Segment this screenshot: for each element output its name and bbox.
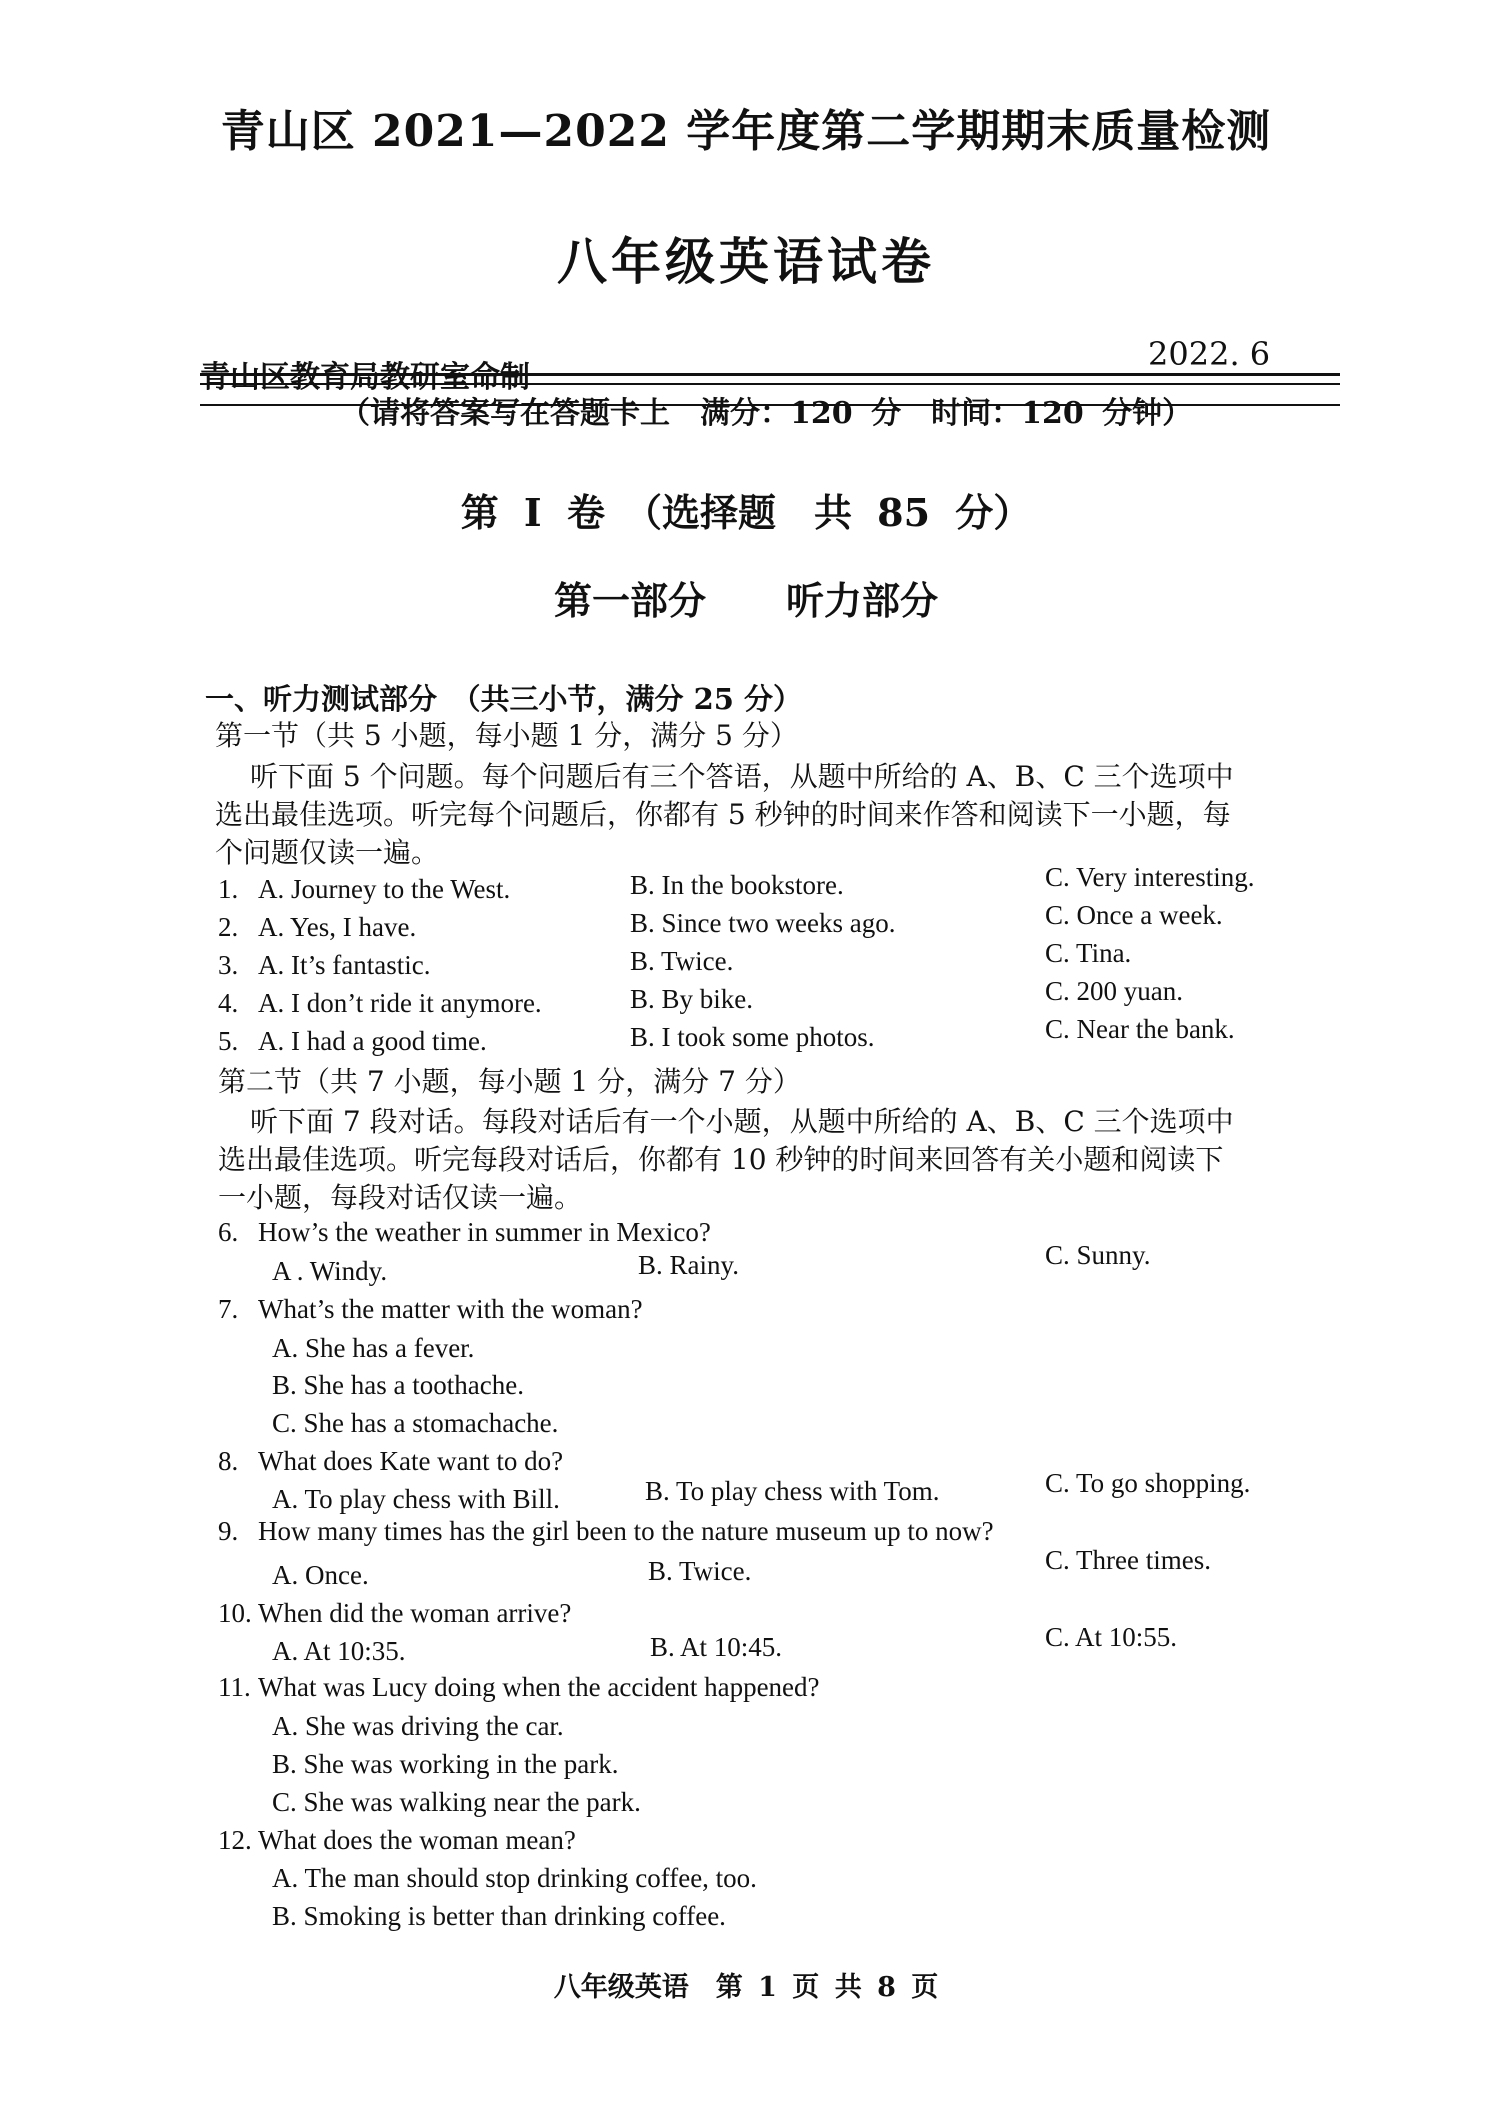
list-item: [218, 1026, 487, 1057]
option-a: A . Windy.: [272, 1256, 388, 1286]
question-text: What does Kate want to do?: [258, 1446, 564, 1476]
section1-title: 第一节（共 5 小题，每小题 1 分，满分 5 分）: [215, 719, 798, 752]
question-text: How’s the weather in summer in Mexico?: [258, 1217, 711, 1247]
exam-title: 青山区 2021—2022 学年度第二学期期末质量检测: [220, 106, 1272, 157]
question-stem: [218, 1446, 563, 1477]
question-stem: [218, 1516, 994, 1547]
option-a: A. She was driving the car.: [272, 1711, 564, 1741]
option-b: B. She was working in the park.: [272, 1749, 619, 1779]
option-b: B. At 10:45.: [650, 1632, 783, 1662]
question-text: What does the woman mean?: [258, 1825, 576, 1855]
option-b: B. Twice.: [630, 946, 734, 976]
author-line: 青山区教育局教研室命制: [200, 360, 530, 395]
section2-instructions: 一小题，每段对话仅读一遍。: [218, 1181, 583, 1214]
question-number: 1.: [218, 874, 239, 904]
question-stem: [218, 1825, 576, 1856]
section1-instructions: 个问题仅读一遍。: [215, 836, 440, 869]
option-c: C. She has a stomachache.: [272, 1408, 559, 1438]
question-stem: [218, 1672, 820, 1703]
list-item: [218, 912, 416, 943]
option-c: C. Sunny.: [1045, 1240, 1151, 1270]
option-a: A. Journey to the West.: [258, 874, 511, 904]
volume-title: 第 I 卷 （选择题 共 85 分）: [460, 490, 1032, 535]
part-number: 第一部分: [553, 578, 706, 623]
question-number: 10.: [218, 1598, 252, 1628]
question-number: 7.: [218, 1294, 239, 1324]
option-a: A. To play chess with Bill.: [272, 1484, 560, 1514]
question-stem: [218, 1294, 643, 1325]
question-number: 9.: [218, 1516, 239, 1546]
question-number: 2.: [218, 912, 239, 942]
option-b: B. Since two weeks ago.: [630, 908, 896, 938]
option-b: B. In the bookstore.: [630, 870, 844, 900]
exam-date: 2022. 6: [1148, 335, 1271, 373]
option-c: C. Near the bank.: [1045, 1014, 1235, 1044]
section2-instructions: 听下面 7 段对话。每段对话后有一个小题，从题中所给的 A、B、C 三个选项中: [250, 1105, 1234, 1138]
option-a: A. I don’t ride it anymore.: [258, 988, 542, 1018]
header-rule: [200, 373, 1340, 376]
listening-heading: 一、听力测试部分 （共三小节，满分 25 分）: [205, 682, 803, 716]
question-number: 11.: [218, 1672, 251, 1702]
option-b: B. To play chess with Tom.: [645, 1476, 940, 1506]
option-a: A. I had a good time.: [258, 1026, 487, 1056]
option-b: B. I took some photos.: [630, 1022, 875, 1052]
question-number: 4.: [218, 988, 239, 1018]
part-title: [0, 570, 1492, 625]
question-number: 5.: [218, 1026, 239, 1056]
header-rule: [200, 383, 1340, 385]
question-stem: [218, 1598, 571, 1629]
option-b: B. Twice.: [648, 1556, 752, 1586]
option-b: B. Smoking is better than drinking coffee.: [272, 1901, 726, 1931]
section1-instructions: 听下面 5 个问题。每个问题后有三个答语，从题中所给的 A、B、C 三个选项中: [250, 760, 1234, 793]
option-c: C. To go shopping.: [1045, 1468, 1251, 1498]
option-a: A. Yes, I have.: [258, 912, 417, 942]
part-name: 听力部分: [786, 578, 939, 623]
option-c: C. Three times.: [1045, 1545, 1211, 1575]
option-c: C. She was walking near the park.: [272, 1787, 641, 1817]
option-b: B. She has a toothache.: [272, 1370, 524, 1400]
page-footer: 八年级英语 第 1 页 共 8 页: [553, 1972, 939, 2003]
option-c: C. Once a week.: [1045, 900, 1223, 930]
question-number: 12.: [218, 1825, 252, 1855]
paper-title: 八年级英语试卷: [557, 232, 935, 291]
exam-note: （请将答案写在答题卡上 满分：120 分 时间：120 分钟）: [340, 396, 1193, 431]
option-b: B. Rainy.: [638, 1250, 739, 1280]
question-text: When did the woman arrive?: [258, 1598, 572, 1628]
option-c: C. Very interesting.: [1045, 862, 1255, 892]
option-a: A. She has a fever.: [272, 1333, 475, 1363]
option-c: C. At 10:55.: [1045, 1622, 1178, 1652]
section2-instructions: 选出最佳选项。听完每段对话后，你都有 10 秒钟的时间来回答有关小题和阅读下: [218, 1143, 1224, 1176]
option-b: B. By bike.: [630, 984, 754, 1014]
question-stem: [218, 1217, 711, 1248]
option-a: A. The man should stop drinking coffee, too.: [272, 1863, 757, 1893]
option-a: A. At 10:35.: [272, 1636, 406, 1666]
list-item: [218, 874, 510, 905]
list-item: [218, 950, 430, 981]
question-text: How many times has the girl been to the nature museum up to now?: [258, 1516, 994, 1546]
list-item: [218, 988, 542, 1019]
question-number: 6.: [218, 1217, 239, 1247]
option-c: C. 200 yuan.: [1045, 976, 1183, 1006]
option-a: A. Once.: [272, 1560, 369, 1590]
question-number: 3.: [218, 950, 239, 980]
question-text: What was Lucy doing when the accident happened?: [258, 1672, 820, 1702]
question-text: What’s the matter with the woman?: [258, 1294, 643, 1324]
option-c: C. Tina.: [1045, 938, 1132, 968]
section2-title: 第二节（共 7 小题，每小题 1 分，满分 7 分）: [218, 1065, 801, 1098]
section1-instructions: 选出最佳选项。听完每个问题后，你都有 5 秒钟的时间来作答和阅读下一小题，每: [215, 798, 1231, 831]
question-number: 8.: [218, 1446, 239, 1476]
option-a: A. It’s fantastic.: [258, 950, 431, 980]
